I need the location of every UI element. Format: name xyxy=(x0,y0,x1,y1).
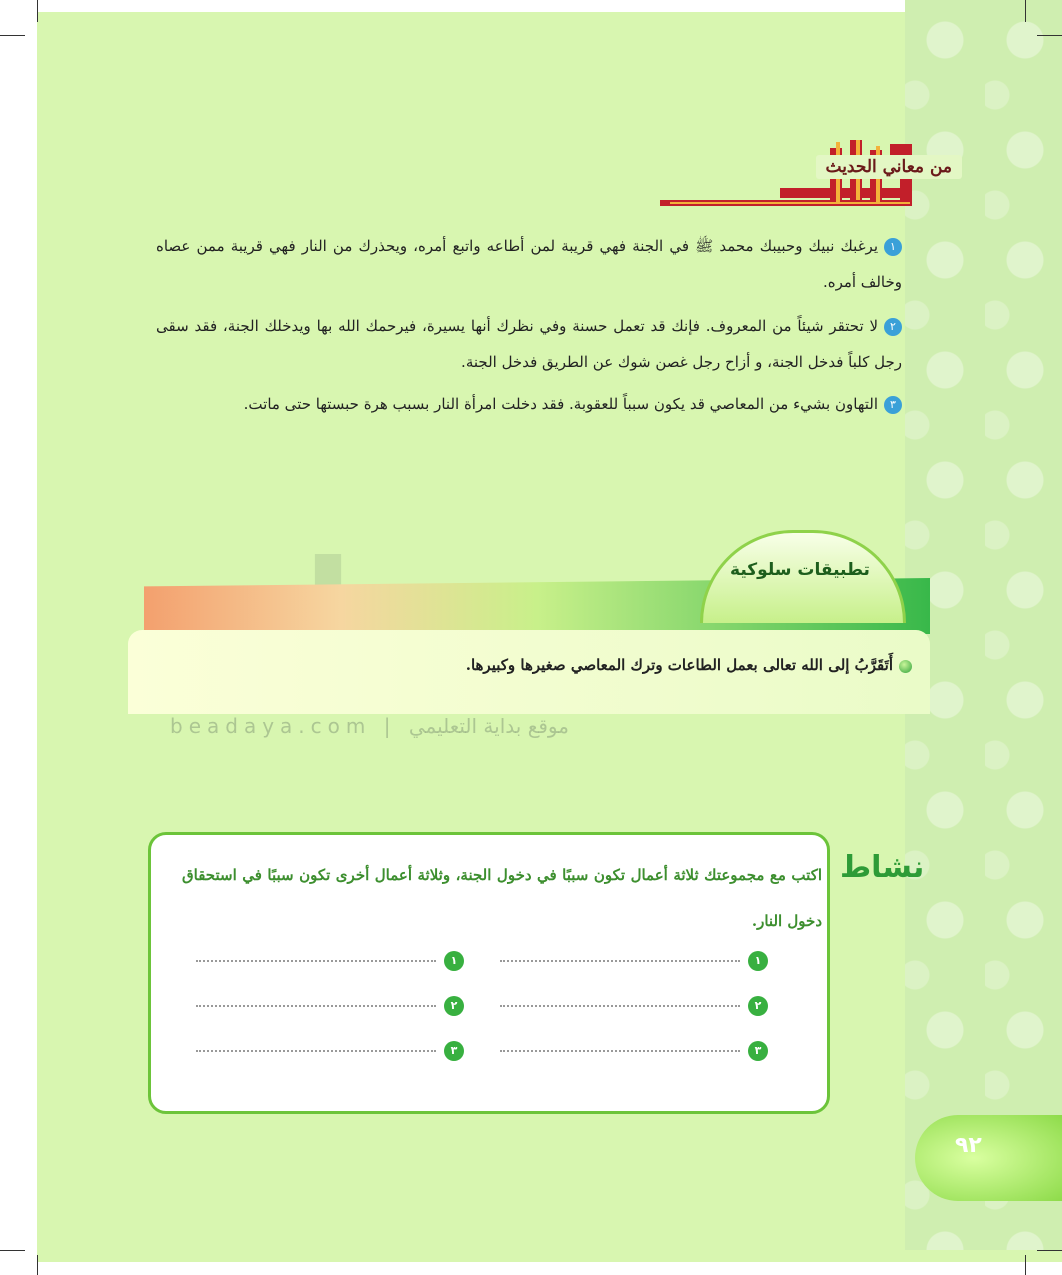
page-number: ٩٢ xyxy=(955,1133,982,1158)
answer-number: ٢ xyxy=(748,996,768,1016)
crop-mark xyxy=(0,35,25,36)
application-item xyxy=(466,656,912,674)
activity-prompt: اكتب مع مجموعتك ثلاثة أعمال تكون سببًا في دخول الجنة، وثلاثة أعمال أخرى تكون سببًا في استحقاق دخول النار. xyxy=(182,866,822,930)
dotted-line[interactable] xyxy=(500,1005,740,1007)
watermark-site-name: موقع بداية التعليمي xyxy=(408,714,569,738)
answer-number: ٣ xyxy=(748,1041,768,1061)
dotted-line[interactable] xyxy=(196,1005,436,1007)
activity-label: نشاط xyxy=(840,850,925,885)
dotted-line[interactable] xyxy=(500,960,740,962)
meaning-item xyxy=(156,386,902,422)
bullet-number: ٢ xyxy=(884,318,902,336)
watermark-separator: | xyxy=(383,714,409,738)
meaning-text: يرغبك نبيك وحبيبك محمد ﷺ في الجنة فهي قريبة لمن أطاعه واتبع أمره، ويحذرك من النار فهي قريبة ممن عصاه وخالف أمره. xyxy=(156,237,902,291)
answer-line[interactable] xyxy=(196,950,464,970)
page-number-badge xyxy=(915,1115,1062,1201)
dotted-line[interactable] xyxy=(196,1050,436,1052)
dotted-line[interactable] xyxy=(500,1050,740,1052)
crop-mark xyxy=(0,1250,25,1251)
crop-mark xyxy=(1037,1250,1062,1251)
answer-number: ١ xyxy=(748,951,768,971)
meaning-item xyxy=(156,308,902,380)
answer-number: ١ xyxy=(444,951,464,971)
green-bullet-icon xyxy=(899,660,912,673)
crop-mark xyxy=(37,1255,38,1275)
dotted-line[interactable] xyxy=(196,960,436,962)
section-title: من معاني الحديث xyxy=(816,155,963,179)
answer-line[interactable] xyxy=(500,1040,768,1060)
applications-title: تطبيقات سلوكية xyxy=(730,560,870,580)
answer-number: ٢ xyxy=(444,996,464,1016)
bullet-number: ٣ xyxy=(884,396,902,414)
bullet-number: ١ xyxy=(884,238,902,256)
crop-mark xyxy=(1025,0,1026,22)
answer-line[interactable] xyxy=(500,995,768,1015)
meaning-text: التهاون بشيء من المعاصي قد يكون سبباً للعقوبة. فقد دخلت امرأة النار بسبب هرة حبستها حتى ماتت. xyxy=(243,395,878,413)
application-text: أَتَقَرَّبُ إلى الله تعالى بعمل الطاعات وترك المعاصي صغيرها وكبيرها. xyxy=(465,656,893,674)
watermark-url xyxy=(170,714,569,738)
crop-mark xyxy=(37,0,38,22)
answer-line[interactable] xyxy=(196,1040,464,1060)
answer-number: ٣ xyxy=(444,1041,464,1061)
answer-line[interactable] xyxy=(500,950,768,970)
meaning-text: لا تحتقر شيئاً من المعروف. فإنك قد تعمل حسنة وفي نظرك أنها يسيرة، فيرحمك الله بها ويدخلك الجنة، فقد سقى رجل كلباً فدخل الجنة، و أزاح رجل غصن شوك عن الطريق فدخل الجنة. xyxy=(156,317,902,371)
answer-line[interactable] xyxy=(196,995,464,1015)
crop-mark xyxy=(1037,35,1062,36)
meaning-item xyxy=(156,228,902,300)
watermark-url-text: beadaya.com xyxy=(170,714,372,738)
crop-mark xyxy=(1025,1255,1026,1275)
